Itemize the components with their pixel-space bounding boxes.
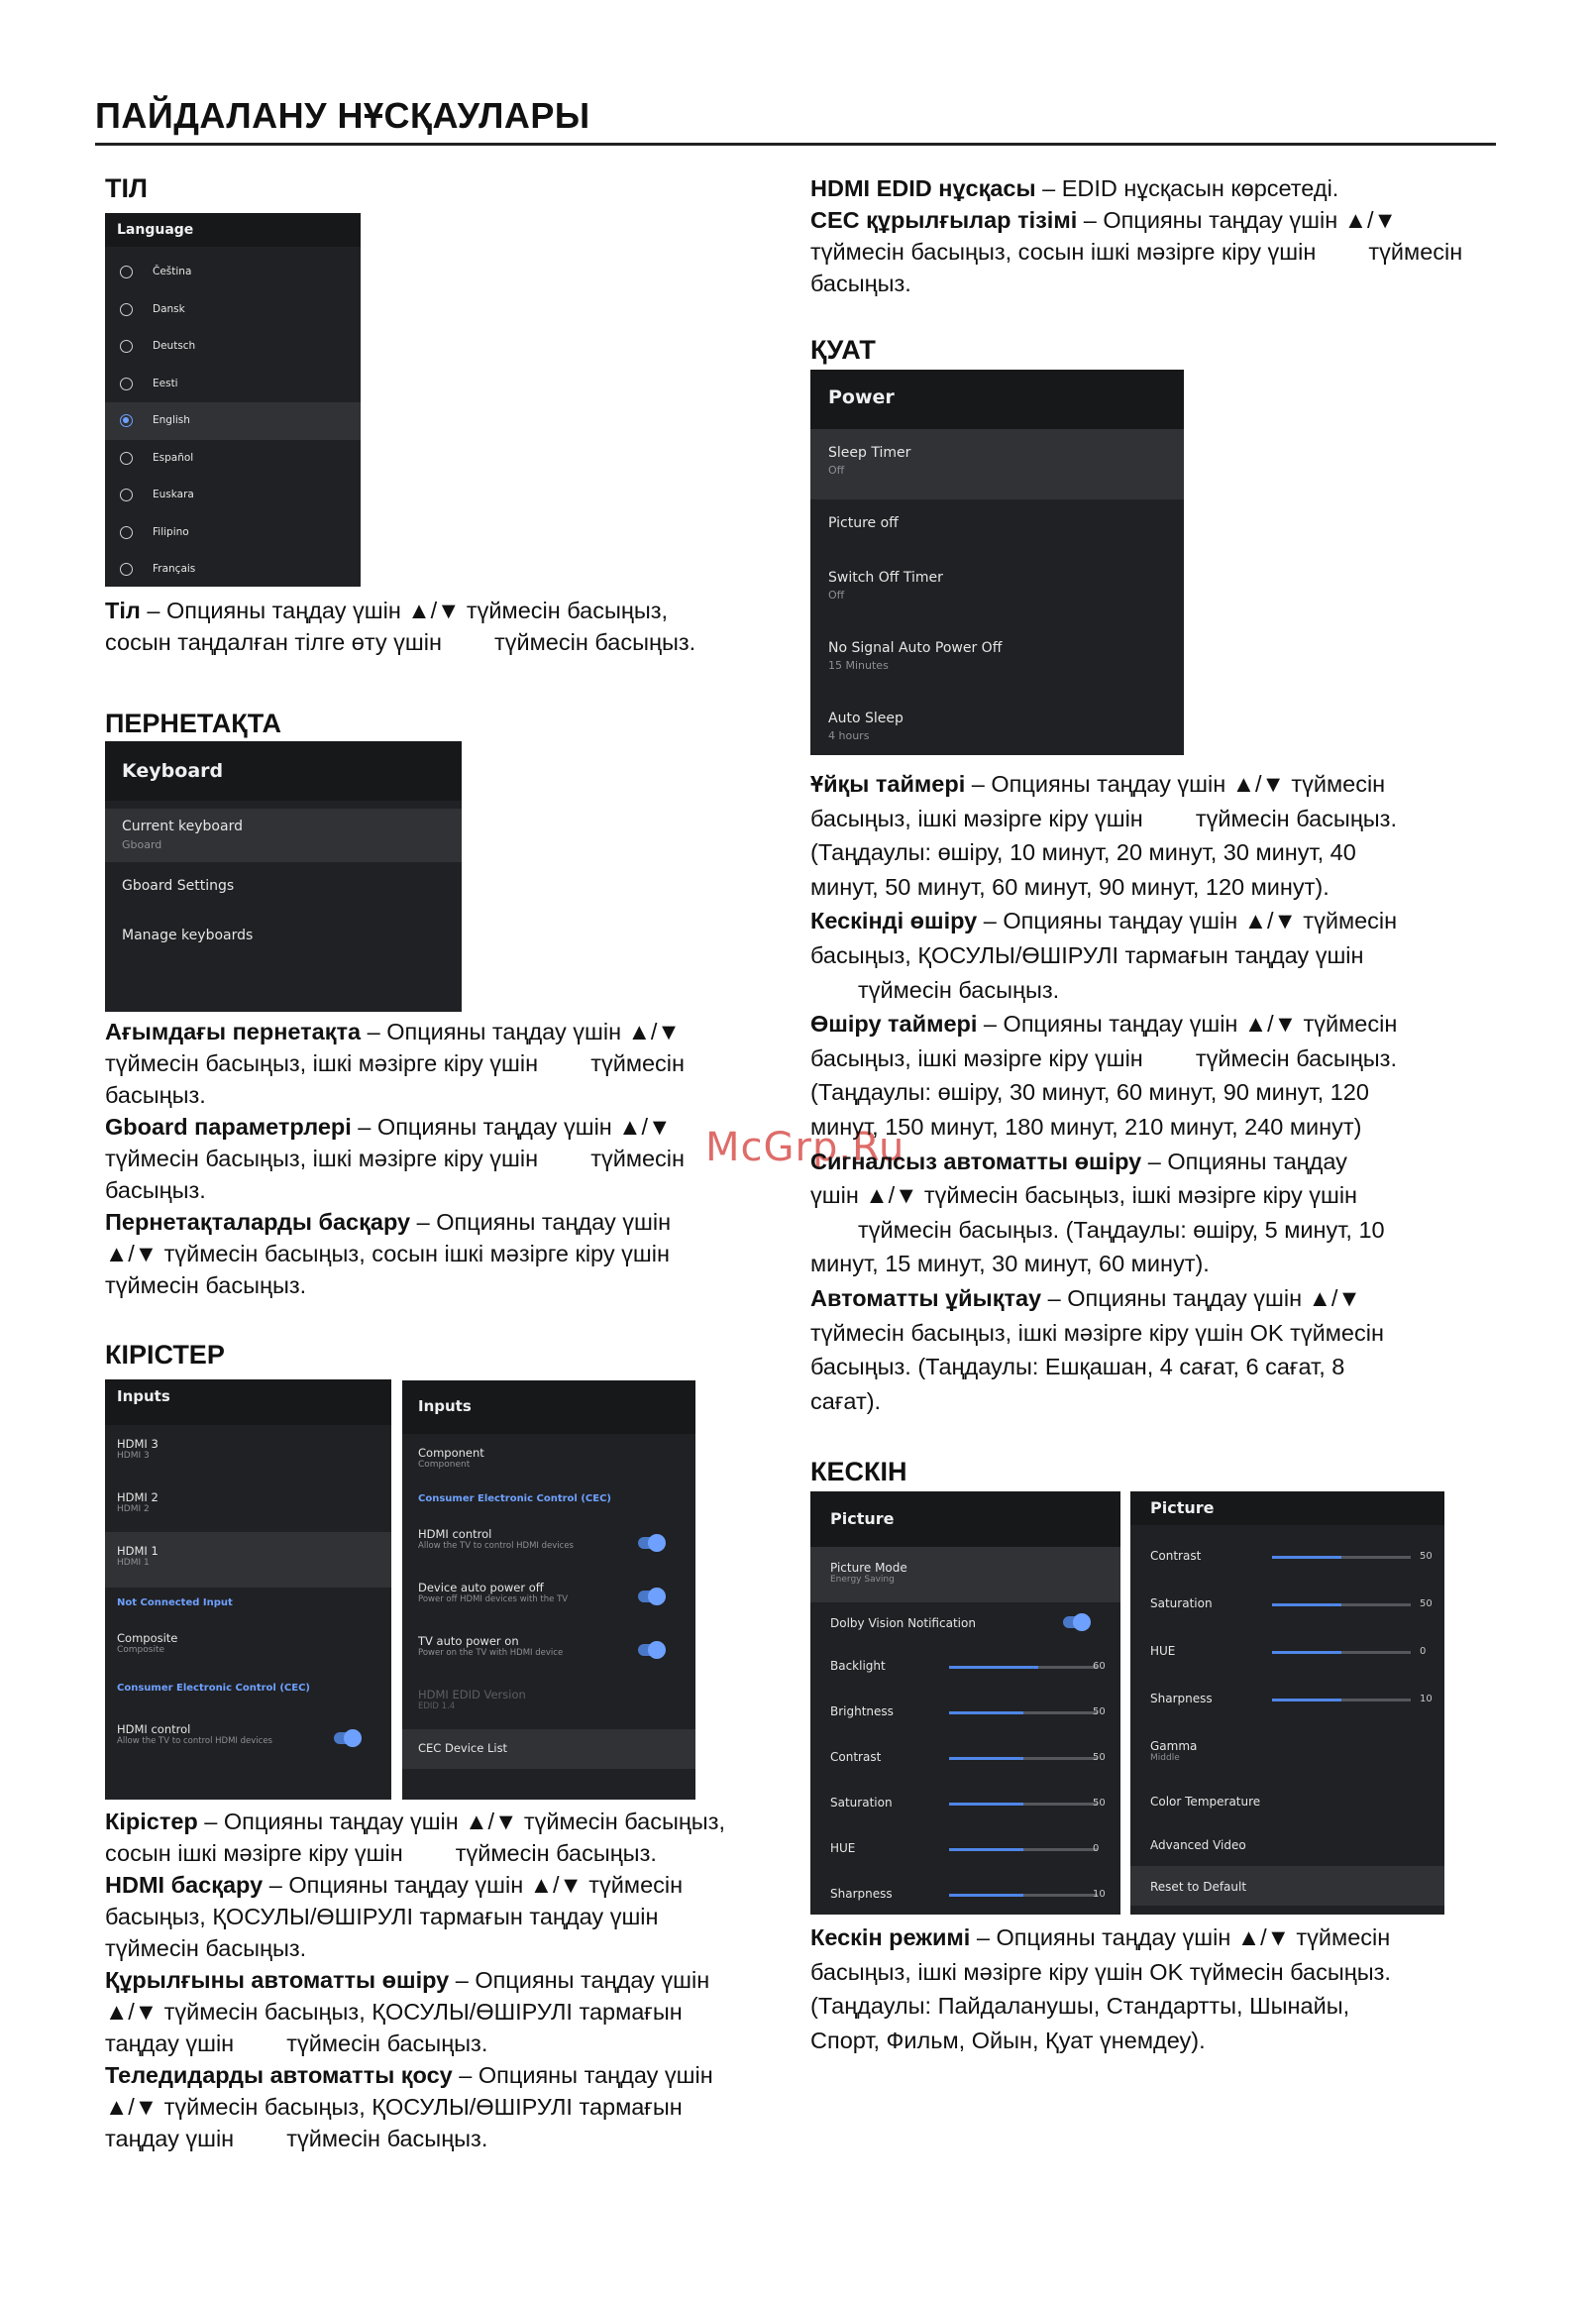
language-option-label: Filipino [153, 525, 189, 538]
power-description: Ұйқы таймері – Опцияны таңдау үшін ▲/▼ түймесін басыңыз, ішкі мәзірге кіру үшін түймесін басыңыз. (Таңдаулы: өшіру, 10 минут, 20 минут, 30 минут, 40 минут, 50 минут, 60 минут, 90 минут, 120 минут). Кескінді өшіру – Опцияны таңдау үшін ▲/▼ түймесін басыңыз, ҚОСУЛЫ/ӨШІРУЛІ тармағын таңдау үшін түймесін басыңыз. Өшіру таймері – Опцияны таңдау үшін ▲/▼ түймесін басыңыз, ішкі мәзірге кіру үшін түймесін басыңыз. (Таңдаулы: өшіру, 30 минут, 60 минут, 90 минут, 120 минут, 150 минут, 180 минут, 210 минут, 240 минут) Сигналсыз автоматты өшіру – Опцияны таңдау үшін ▲/▼ түймесін басыңыз, ішкі мәзірге кіру үшін түймесін басыңыз. (Таңдаулы: өшіру, 5 минут, 10 минут, 15 минут, 30 минут, 60 минут). Автоматты ұйықтау – Опцияны таңдау үшін ▲/▼ түймесін басыңыз, ішкі мәзірге кіру үшін OK түймесін басыңыз. (Таңдаулы: Ешқашан, 4 сағат, 6 сағат, 8 сағат). [810, 771, 1398, 1414]
item-label: Gamma [1150, 1739, 1198, 1753]
slider-value: 0 [1093, 1843, 1100, 1854]
item-sub: Allow the TV to control HDMI devices [418, 1541, 574, 1551]
slider-value: 0 [1420, 1646, 1427, 1657]
slider-fill [1272, 1699, 1341, 1701]
language-option-label: Čeština [153, 266, 192, 277]
slider-fill [949, 1666, 1038, 1669]
keyboard-menu-screenshot [105, 741, 462, 1012]
watermark: McGrp.Ru [705, 1125, 905, 1170]
toggle-switch-on[interactable] [638, 1537, 664, 1549]
menu-item-picture-off[interactable] [810, 499, 1184, 570]
item-value: Energy Saving [830, 1575, 895, 1585]
slider-track[interactable] [949, 1894, 1098, 1897]
item-label: Gboard Settings [122, 878, 235, 894]
menu-item-switch-off-timer[interactable] [810, 570, 1184, 640]
menu-item-auto-sleep[interactable] [810, 711, 1184, 755]
item-label: Advanced Video [1150, 1838, 1246, 1852]
item-label: Manage keyboards [122, 928, 254, 943]
slider-track[interactable] [1272, 1603, 1411, 1606]
menu-item-color-temperature[interactable] [1130, 1777, 1444, 1820]
item-label: Picture off [828, 515, 899, 531]
item-sub: Power off HDMI devices with the TV [418, 1594, 569, 1604]
menu-item-picture-mode[interactable] [810, 1547, 1120, 1602]
slider-value: 10 [1420, 1694, 1433, 1704]
slider-value: 50 [1420, 1598, 1433, 1609]
language-option-label: Dansk [153, 302, 185, 315]
item-label: HDMI control [117, 1722, 191, 1736]
slider-track[interactable] [949, 1848, 1098, 1851]
slider-fill [1272, 1603, 1341, 1606]
language-option-selected[interactable] [105, 402, 361, 440]
item-label: Picture Mode [830, 1561, 907, 1575]
language-option[interactable] [105, 366, 361, 403]
menu-item-composite[interactable] [105, 1623, 391, 1677]
language-option-label: Deutsch [153, 340, 196, 352]
menu-item-hdmi-edid-version [402, 1678, 695, 1729]
inputs-menu-screenshot-1 [105, 1379, 391, 1800]
page-title: ПАЙДАЛАНУ НҰСҚАУЛАРЫ [95, 95, 590, 136]
slider-track[interactable] [949, 1757, 1098, 1760]
toggle-switch-on[interactable] [334, 1732, 360, 1744]
language-option-label: English [153, 414, 190, 426]
menu-item-hdmi-control[interactable] [402, 1517, 695, 1571]
item-sub: HDMI 2 [117, 1504, 150, 1514]
keyboard-description: Ағымдағы пернетақта – Опцияны таңдау үшін ▲/▼ түймесін басыңыз, ішкі мәзірге кіру үшін түймесін басыңыз. Gboard параметрлері – Опцияны таңдау үшін ▲/▼ түймесін басыңыз, ішкі мәзірге кіру үшін түймесін басыңыз. Пернетақталарды басқару – Опцияны таңдау үшін ▲/▼ түймесін басыңыз, сосын ішкі мәзірге кіру үшін түймесін басыңыз. [105, 1019, 686, 1298]
language-option[interactable] [105, 291, 361, 329]
slider-fill [949, 1757, 1023, 1760]
slider-label: Brightness [830, 1704, 894, 1718]
slider-label: Backlight [830, 1659, 886, 1673]
slider-label: Saturation [1150, 1596, 1213, 1610]
item-label: Dolby Vision Notification [830, 1616, 976, 1630]
menu-item-cec-device-list[interactable] [402, 1729, 695, 1769]
picture-menu-title: Picture [810, 1491, 1120, 1547]
menu-item-hdmi1[interactable] [105, 1532, 391, 1588]
item-label: HDMI EDID Version [418, 1688, 526, 1701]
item-label: HDMI 1 [117, 1544, 159, 1558]
inputs-description: Кірістер – Опцияны таңдау үшін ▲/▼ түймесін басыңыз, сосын ішкі мәзірге кіру үшін түймесін басыңыз. HDMI басқару – Опцияны таңдау үшін ▲/▼ түймесін басыңыз, ҚОСУЛЫ/ӨШІРУЛІ тармағын таңдау үшін түймесін басыңыз. Құрылғыны автоматты өшіру – Опцияны таңдау үшін ▲/▼ түймесін басыңыз, ҚОСУЛЫ/ӨШІРУЛІ тармағын таңдау үшін түймесін басыңыз. Теледидарды автоматты қосу – Опцияны таңдау үшін ▲/▼ түймесін басыңыз, ҚОСУЛЫ/ӨШІРУЛІ тармағын таңдау үшін түймесін басыңыз. [105, 1809, 726, 2151]
item-sub: EDID 1.4 [418, 1701, 456, 1711]
menu-item-hdmi-control[interactable] [105, 1712, 391, 1766]
item-value: Off [828, 589, 845, 602]
menu-item-gboard-settings[interactable] [105, 862, 462, 916]
item-label: Reset to Default [1150, 1880, 1247, 1894]
slider-row-sharpness[interactable] [810, 1872, 1120, 1915]
section-heading-keyboard: ПЕРНЕТАҚТА [105, 709, 281, 738]
slider-label: HUE [830, 1841, 856, 1855]
slider-track[interactable] [1272, 1556, 1411, 1559]
item-label: Color Temperature [1150, 1795, 1261, 1809]
inputs-description-continued: HDMI EDID нұсқасы – EDID нұсқасын көрсетеді. CEC құрылғылар тізімі – Опцияны таңдау үшін ▲/▼ түймесін басыңыз, сосын ішкі мәзірге кіру үшін түймесін басыңыз. [810, 175, 1463, 296]
slider-row-sharpness[interactable] [1130, 1676, 1444, 1723]
slider-row-saturation[interactable] [810, 1781, 1120, 1826]
slider-row-hue[interactable] [810, 1826, 1120, 1872]
slider-fill [1272, 1651, 1341, 1654]
language-menu-screenshot [105, 213, 361, 587]
slider-fill [949, 1711, 1023, 1714]
picture-description: Кескін режимі – Опцияны таңдау үшін ▲/▼ түймесін басыңыз, ішкі мәзірге кіру үшін OK түймесін басыңыз. (Таңдаулы: Пайдаланушы, Стандартты, Шынайы, Спорт, Фильм, Ойын, Қуат үнемдеу). [810, 1924, 1391, 2053]
menu-item-tv-auto-power-on[interactable] [402, 1624, 695, 1678]
menu-item-hdmi3[interactable] [105, 1425, 391, 1479]
slider-fill [949, 1894, 1023, 1897]
inputs-menu-screenshot-2 [402, 1380, 695, 1800]
section-not-connected-input: Not Connected Input [117, 1597, 233, 1608]
language-option[interactable] [105, 551, 361, 587]
slider-label: Sharpness [1150, 1692, 1213, 1705]
slider-value: 50 [1420, 1551, 1433, 1562]
item-value: Middle [1150, 1753, 1180, 1763]
picture-menu-title: Picture [1130, 1491, 1444, 1525]
item-label: HDMI control [418, 1527, 492, 1541]
slider-row-contrast[interactable] [810, 1735, 1120, 1781]
slider-label: Saturation [830, 1796, 893, 1810]
section-heading-inputs: КІРІСТЕР [105, 1340, 225, 1370]
item-label: Device auto power off [418, 1581, 544, 1594]
slider-label: Contrast [1150, 1549, 1202, 1563]
language-option-label: Eesti [153, 377, 178, 389]
item-sub: HDMI 1 [117, 1558, 150, 1568]
slider-track[interactable] [949, 1803, 1098, 1806]
language-description: Тіл – Опцияны таңдау үшін ▲/▼ түймесін басыңыз, сосын таңдалған тілге өту үшін түймесін басыңыз. [105, 598, 696, 655]
section-cec: Consumer Electronic Control (CEC) [418, 1493, 611, 1504]
menu-item-no-signal-auto-power-off[interactable] [810, 640, 1184, 711]
toggle-switch-on[interactable] [638, 1644, 664, 1656]
slider-value: 50 [1093, 1752, 1106, 1763]
item-value: Off [828, 464, 845, 477]
menu-item-current-keyboard[interactable] [105, 809, 462, 862]
slider-label: Sharpness [830, 1887, 893, 1901]
keyboard-menu-title: Keyboard [105, 741, 462, 801]
item-sub: Component [418, 1460, 471, 1470]
toggle-switch-on[interactable] [638, 1591, 664, 1602]
menu-item-reset-to-default[interactable] [1130, 1866, 1444, 1906]
power-menu-title: Power [810, 370, 1184, 429]
power-menu-screenshot [810, 370, 1184, 755]
language-option[interactable] [105, 514, 361, 552]
language-option[interactable] [105, 328, 361, 366]
item-label: CEC Device List [418, 1741, 508, 1755]
slider-value: 50 [1093, 1798, 1106, 1809]
slider-value: 60 [1093, 1661, 1106, 1672]
language-menu-title: Language [105, 213, 361, 247]
menu-item-advanced-video[interactable] [1130, 1820, 1444, 1866]
item-label: HDMI 2 [117, 1490, 159, 1504]
item-value: Gboard [122, 838, 162, 851]
menu-item-gamma[interactable] [1130, 1723, 1444, 1777]
section-heading-language: ТІЛ [105, 173, 148, 203]
section-heading-picture: КЕСКІН [810, 1457, 907, 1486]
slider-fill [949, 1803, 1023, 1806]
menu-item-component[interactable] [402, 1434, 695, 1487]
item-label: Component [418, 1446, 484, 1460]
item-label: No Signal Auto Power Off [828, 640, 1003, 656]
language-option-label: Español [153, 451, 194, 464]
slider-row-contrast[interactable] [1130, 1533, 1444, 1581]
item-label: HDMI 3 [117, 1437, 159, 1451]
menu-item-manage-keyboards[interactable] [105, 916, 462, 969]
item-sub: Allow the TV to control HDMI devices [117, 1736, 272, 1746]
language-option-label: Euskara [153, 489, 194, 500]
slider-track[interactable] [949, 1666, 1098, 1669]
language-option[interactable] [105, 440, 361, 478]
menu-item-device-auto-power-off[interactable] [402, 1571, 695, 1624]
item-label: Switch Off Timer [828, 570, 943, 586]
language-option[interactable] [105, 254, 361, 291]
menu-item-dolby-vision-notification[interactable] [810, 1602, 1120, 1644]
slider-fill [1272, 1556, 1341, 1559]
inputs-menu-title: Inputs [105, 1379, 391, 1425]
picture-menu-screenshot-1 [810, 1491, 1120, 1915]
item-sub: Composite [117, 1645, 165, 1655]
slider-value: 50 [1093, 1706, 1106, 1717]
slider-label: Contrast [830, 1750, 882, 1764]
slider-row-saturation[interactable] [1130, 1581, 1444, 1628]
slider-row-backlight[interactable] [810, 1644, 1120, 1690]
slider-track[interactable] [1272, 1651, 1411, 1654]
slider-row-brightness[interactable] [810, 1690, 1120, 1735]
inputs-menu-title: Inputs [402, 1380, 695, 1434]
menu-item-sleep-timer[interactable] [810, 429, 1184, 499]
item-value: 4 hours [828, 729, 870, 742]
title-divider [95, 143, 1496, 146]
section-cec: Consumer Electronic Control (CEC) [117, 1683, 310, 1694]
language-option-label: Français [153, 563, 196, 575]
slider-track[interactable] [949, 1711, 1098, 1714]
slider-label: HUE [1150, 1644, 1176, 1658]
toggle-switch-on[interactable] [1063, 1616, 1089, 1628]
menu-item-hdmi2[interactable] [105, 1479, 391, 1532]
item-label: TV auto power on [418, 1634, 519, 1648]
item-label: Auto Sleep [828, 711, 904, 726]
radio-selected-icon [120, 414, 133, 427]
section-heading-power: ҚУАТ [810, 335, 876, 365]
slider-value: 10 [1093, 1889, 1106, 1900]
picture-menu-screenshot-2 [1130, 1491, 1444, 1915]
language-option[interactable] [105, 477, 361, 514]
item-label: Sleep Timer [828, 445, 911, 461]
slider-fill [949, 1848, 1023, 1851]
slider-track[interactable] [1272, 1699, 1411, 1701]
item-value: 15 Minutes [828, 659, 889, 672]
item-sub: Power on the TV with HDMI device [418, 1648, 564, 1658]
slider-row-hue[interactable] [1130, 1628, 1444, 1676]
item-label: Current keyboard [122, 819, 243, 834]
item-label: Composite [117, 1631, 178, 1645]
item-sub: HDMI 3 [117, 1451, 150, 1461]
